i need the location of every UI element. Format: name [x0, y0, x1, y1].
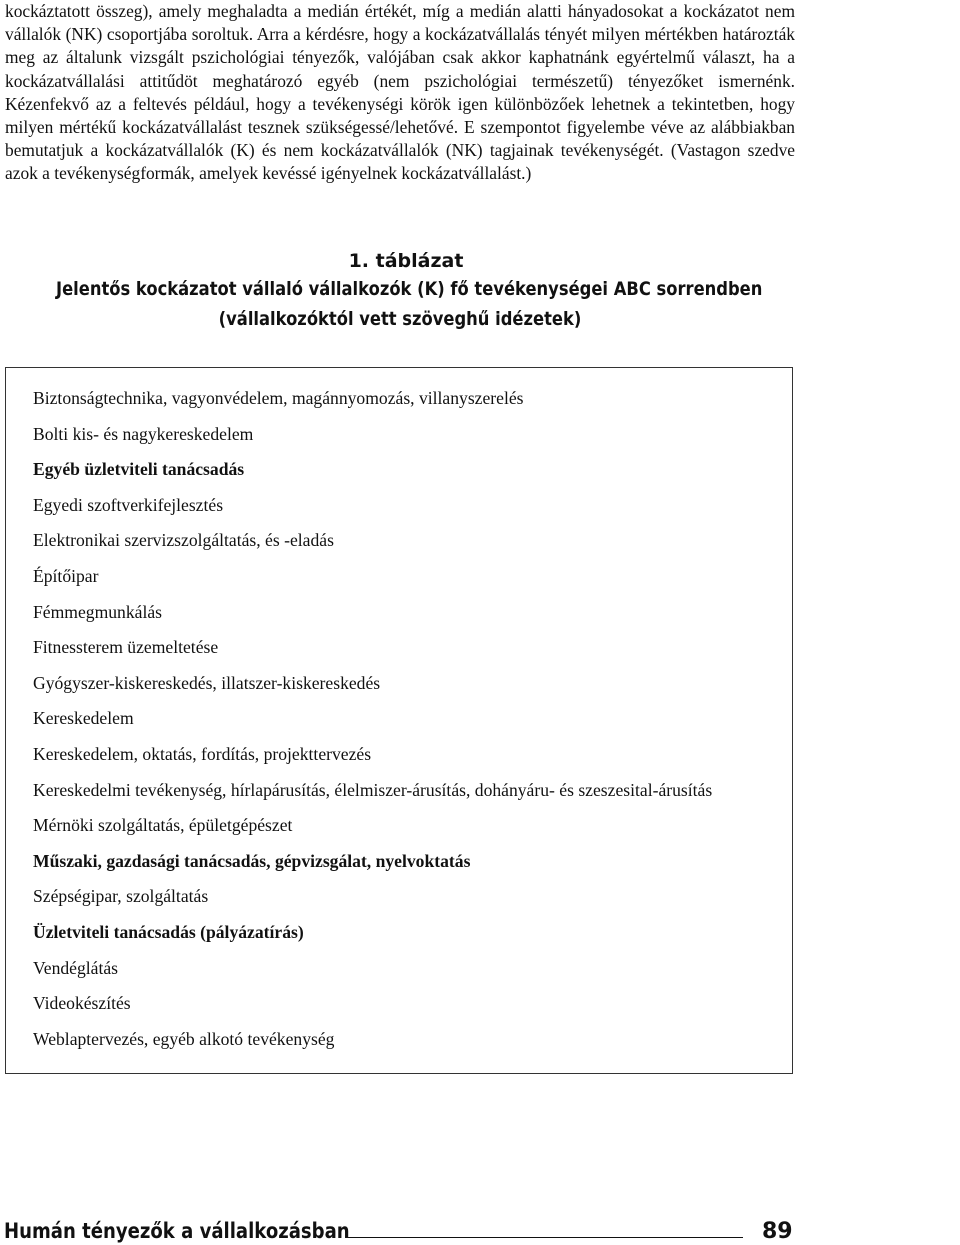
activity-item: Biztonságtechnika, vagyonvédelem, magánnyomozás, villanyszerelés — [33, 388, 524, 408]
activity-item: Egyedi szoftverkifejlesztés — [33, 494, 224, 515]
page-number: 89 — [762, 1219, 793, 1244]
activity-item: Egyéb üzletviteli tanácsadás — [33, 459, 245, 480]
activity-item: Üzletviteli tanácsadás (pályázatírás) — [33, 921, 304, 942]
activity-item: Fémmegmunkálás — [33, 601, 162, 622]
activity-item: Bolti kis- és nagykereskedelem — [33, 423, 254, 444]
running-title: Humán tényezők a vállalkozásban — [4, 1219, 350, 1243]
activity-item: Weblaptervezés, egyéb alkotó tevékenység — [33, 1028, 335, 1049]
table-heading — [0, 248, 800, 334]
table-title: Jelentős kockázatot vállaló vállalkozók (K) fő tevékenységei ABC sorrendben — [56, 278, 763, 300]
table-number: 1. táblázat — [348, 250, 464, 272]
table-subtitle: (vállalkozóktól vett szöveghű idézetek) — [218, 308, 582, 330]
activity-item: Szépségipar, szolgáltatás — [33, 886, 209, 907]
activity-item: Elektronikai szervizszolgáltatás, és -eladás — [33, 530, 334, 551]
activity-table — [5, 367, 793, 1074]
activity-item: Fitnessterem üzemeltetése — [33, 637, 219, 658]
activity-item: Gyógyszer-kiskereskedés, illatszer-kiskereskedés — [33, 672, 381, 693]
activity-item: Videokészítés — [33, 993, 131, 1014]
activity-item: Vendéglátás — [33, 957, 119, 978]
activity-item: Műszaki, gazdasági tanácsadás, gépvizsgálat, nyelvoktatás — [33, 850, 471, 871]
activity-item: Építőipar — [33, 565, 99, 586]
activity-item: Kereskedelem, oktatás, fordítás, projekttervezés — [33, 743, 372, 764]
activity-item: Mérnöki szolgáltatás, épületgépészet — [33, 815, 293, 836]
footer-rule — [348, 1237, 743, 1238]
activity-item: Kereskedelmi tevékenység, hírlapárusítás, élelmiszer-árusítás, dohányáru- és szeszesital-árusítás — [33, 779, 713, 800]
activity-list — [33, 385, 712, 1061]
intro-paragraph: kockáztatott összeg), amely meghaladta a medián értékét, míg a medián alatti hányadosokat a kockázatot nem vállalók (NK) csoportjába soroltuk. Arra a kérdésre, hogy a kockázatvállalás tényét milyen mértékben határozták meg az általunk vizsgált pszichológiai tényezők, valójában csak akkor kaphatnánk egyértelmű választ, ha a kockázatvállalási attitűdöt meghatározó egyéb (nem pszichológiai természetű) tényezőket ismernénk. Kézenfekvő az a feltevés például, hogy a tevékenységi körök igen különbözőek lehetnek a tekintetben, hogy milyen mértékű kockázatvállalást tesznek szükségessé/lehetővé. E szempontot figyelembe véve az alábbiakban bemutatjuk a kockázatvállalók (K) és nem kockázatvállalók (NK) tagjainak tevékenységét. (Vastagon szedve azok a tevékenységformák, amelyek kevéssé igényelnek kockázatvállalást.) — [5, 1, 795, 184]
page-footer — [0, 1218, 960, 1245]
activity-item: Kereskedelem — [33, 708, 134, 729]
